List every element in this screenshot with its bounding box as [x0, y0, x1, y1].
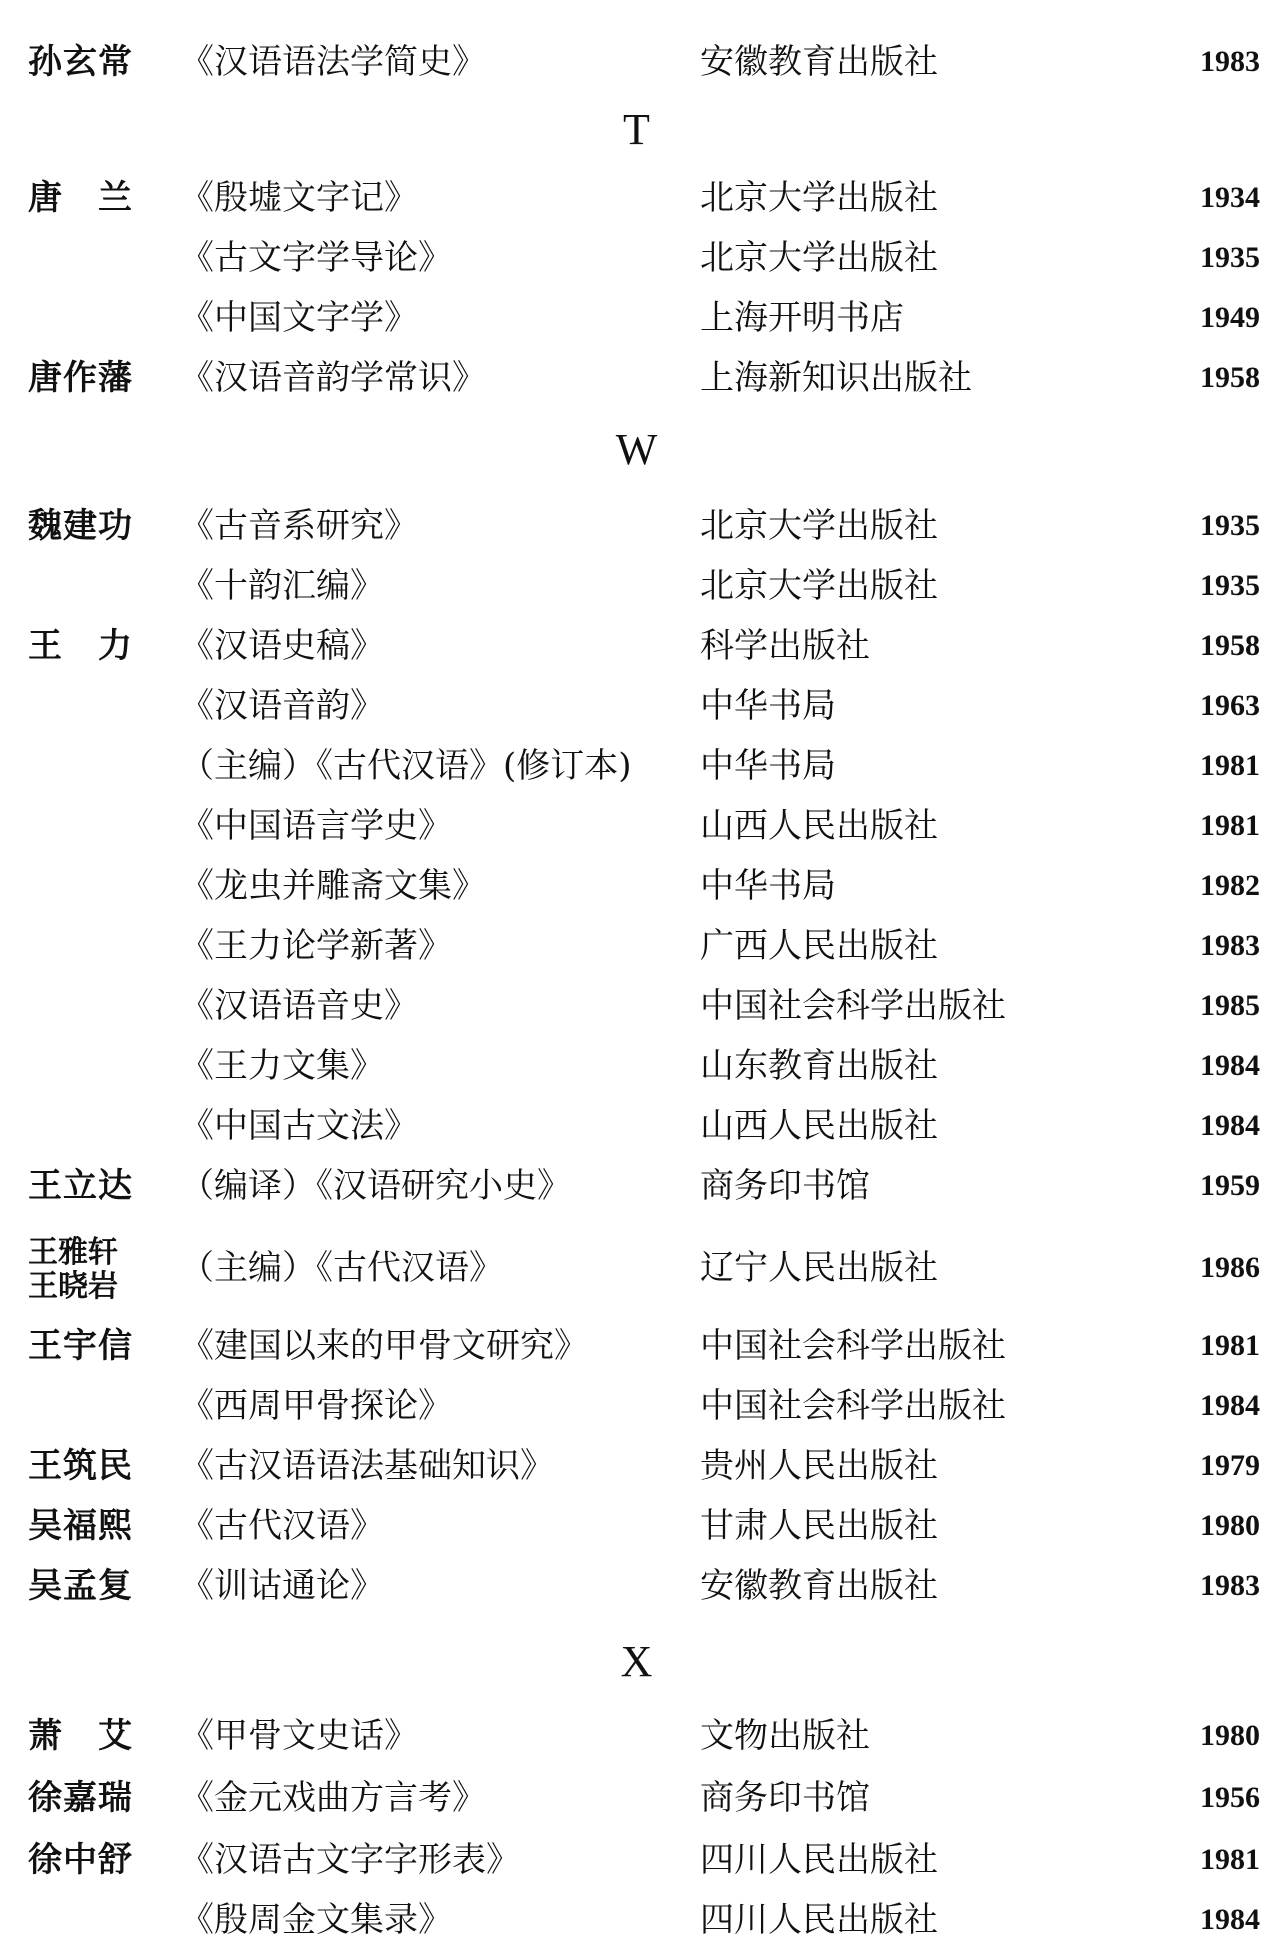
publisher: 文物出版社 [700, 1716, 870, 1756]
bib-entry [0, 1770, 1273, 1826]
book-title: 《汉语音韵》 [180, 686, 384, 726]
book-title: 《古汉语语法基础知识》 [180, 1446, 554, 1486]
author: 王筑民 [28, 1446, 133, 1486]
book-title: 《古代汉语》 [180, 1506, 384, 1546]
year: 1958 [1200, 361, 1260, 394]
author: 孙玄常 [28, 42, 133, 82]
book-title: 《古音系研究》 [180, 506, 418, 546]
book-title: 《中国文字学》 [180, 298, 418, 338]
bib-entry [0, 1498, 1273, 1554]
bib-entry [0, 1708, 1273, 1764]
author-group [28, 1236, 178, 1304]
book-title: 《甲骨文史话》 [180, 1716, 418, 1756]
book-title: （编译）《汉语研究小史》 [180, 1166, 571, 1206]
publisher: 中国社会科学出版社 [700, 986, 1006, 1026]
author: 王 力 [28, 626, 133, 666]
book-title: 《古文字学导论》 [180, 238, 452, 278]
bib-entry [0, 1318, 1273, 1374]
book-title: 《建国以来的甲骨文研究》 [180, 1326, 588, 1366]
year: 1980 [1200, 1509, 1260, 1542]
year: 1981 [1200, 749, 1260, 782]
publisher: 甘肃人民出版社 [700, 1506, 938, 1546]
book-title: 《殷墟文字记》 [180, 178, 418, 218]
publisher: 安徽教育出版社 [700, 42, 938, 82]
year: 1956 [1200, 1781, 1260, 1814]
book-title: （主编）《古代汉语》 [180, 1248, 503, 1288]
bib-entry [0, 1378, 1273, 1434]
year: 1981 [1200, 1843, 1260, 1876]
book-title: （主编）《古代汉语》(修订本) [180, 746, 632, 786]
author: 徐中舒 [28, 1840, 133, 1880]
section-letter: X [620, 1637, 653, 1686]
author: 王立达 [28, 1166, 133, 1206]
year: 1981 [1200, 1329, 1260, 1362]
publisher: 商务印书馆 [700, 1778, 870, 1818]
publisher: 北京大学出版社 [700, 506, 938, 546]
publisher: 中国社会科学出版社 [700, 1326, 1006, 1366]
publisher: 北京大学出版社 [700, 238, 938, 278]
author: 魏建功 [28, 506, 133, 546]
author: 萧 艾 [28, 1716, 133, 1756]
author: 王晓岩 [28, 1269, 118, 1304]
year: 1935 [1200, 509, 1260, 542]
author: 王宇信 [28, 1326, 133, 1366]
year: 1963 [1200, 689, 1260, 722]
publisher: 商务印书馆 [700, 1166, 870, 1206]
bib-entry [0, 1832, 1273, 1888]
bib-entry [0, 678, 1273, 734]
bib-entry [0, 738, 1273, 794]
publisher: 四川人民出版社 [700, 1840, 938, 1880]
bib-entry [0, 618, 1273, 674]
bib-entry [0, 1558, 1273, 1614]
publisher: 山西人民出版社 [700, 806, 938, 846]
year: 1949 [1200, 301, 1260, 334]
publisher: 安徽教育出版社 [700, 1566, 938, 1606]
bib-entry [0, 1892, 1273, 1948]
book-title: 《训诂通论》 [180, 1566, 384, 1606]
bib-entry [0, 558, 1273, 614]
author: 唐作藩 [28, 358, 133, 398]
bib-entry [0, 1158, 1273, 1214]
bib-entry [0, 798, 1273, 854]
publisher: 中华书局 [700, 746, 836, 786]
year: 1982 [1200, 869, 1260, 902]
book-title: 《中国语言学史》 [180, 806, 452, 846]
publisher: 中华书局 [700, 866, 836, 906]
publisher: 山东教育出版社 [700, 1046, 938, 1086]
publisher: 辽宁人民出版社 [700, 1248, 938, 1288]
bib-entry [0, 1235, 1273, 1304]
year: 1983 [1200, 1569, 1260, 1602]
book-title: 《王力文集》 [180, 1046, 384, 1086]
bib-entry [0, 170, 1273, 226]
bib-entry [0, 1038, 1273, 1094]
year: 1986 [1200, 1251, 1260, 1284]
author: 吴孟复 [28, 1566, 133, 1606]
bib-entry [0, 350, 1273, 406]
author: 唐 兰 [28, 178, 133, 218]
publisher: 北京大学出版社 [700, 566, 938, 606]
book-title: 《汉语语音史》 [180, 986, 418, 1026]
publisher: 科学出版社 [700, 626, 870, 666]
year: 1980 [1200, 1719, 1260, 1752]
publisher: 贵州人民出版社 [700, 1446, 938, 1486]
publisher: 四川人民出版社 [700, 1900, 938, 1940]
year: 1984 [1200, 1903, 1260, 1936]
book-title: 《汉语音韵学常识》 [180, 358, 486, 398]
year: 1984 [1200, 1109, 1260, 1142]
year: 1984 [1200, 1389, 1260, 1422]
year: 1984 [1200, 1049, 1260, 1082]
book-title: 《殷周金文集录》 [180, 1900, 452, 1940]
year: 1985 [1200, 989, 1260, 1022]
year: 1934 [1200, 181, 1260, 214]
year: 1983 [1200, 929, 1260, 962]
bib-entry [0, 290, 1273, 346]
publisher: 山西人民出版社 [700, 1106, 938, 1146]
book-title: 《汉语语法学简史》 [180, 42, 486, 82]
book-title: 《西周甲骨探论》 [180, 1386, 452, 1426]
section-letter: T [623, 105, 650, 154]
bib-entry [0, 978, 1273, 1034]
bib-entry [0, 34, 1273, 90]
bib-entry [0, 1438, 1273, 1494]
publisher: 上海新知识出版社 [700, 358, 972, 398]
year: 1979 [1200, 1449, 1260, 1482]
author: 徐嘉瑞 [28, 1778, 133, 1818]
publisher: 上海开明书店 [700, 298, 904, 338]
year: 1935 [1200, 569, 1260, 602]
book-title: 《龙虫并雕斋文集》 [180, 866, 486, 906]
book-title: 《王力论学新著》 [180, 926, 452, 966]
section-letter: W [615, 425, 658, 474]
book-title: 《十韵汇编》 [180, 566, 384, 606]
bib-entry [0, 230, 1273, 286]
bib-entry [0, 498, 1273, 554]
publisher: 广西人民出版社 [700, 926, 938, 966]
publisher: 中国社会科学出版社 [700, 1386, 1006, 1426]
book-title: 《汉语史稿》 [180, 626, 384, 666]
year: 1958 [1200, 629, 1260, 662]
author: 王雅轩 [28, 1235, 118, 1270]
bib-entry [0, 858, 1273, 914]
publisher: 北京大学出版社 [700, 178, 938, 218]
author: 吴福熙 [28, 1506, 133, 1546]
book-title: 《中国古文法》 [180, 1106, 418, 1146]
bib-entry [0, 918, 1273, 974]
bib-entry [0, 1098, 1273, 1154]
publisher: 中华书局 [700, 686, 836, 726]
year: 1981 [1200, 809, 1260, 842]
year: 1983 [1200, 45, 1260, 78]
year: 1935 [1200, 241, 1260, 274]
year: 1959 [1200, 1169, 1260, 1202]
book-title: 《金元戏曲方言考》 [180, 1778, 486, 1818]
book-title: 《汉语古文字字形表》 [180, 1840, 520, 1880]
